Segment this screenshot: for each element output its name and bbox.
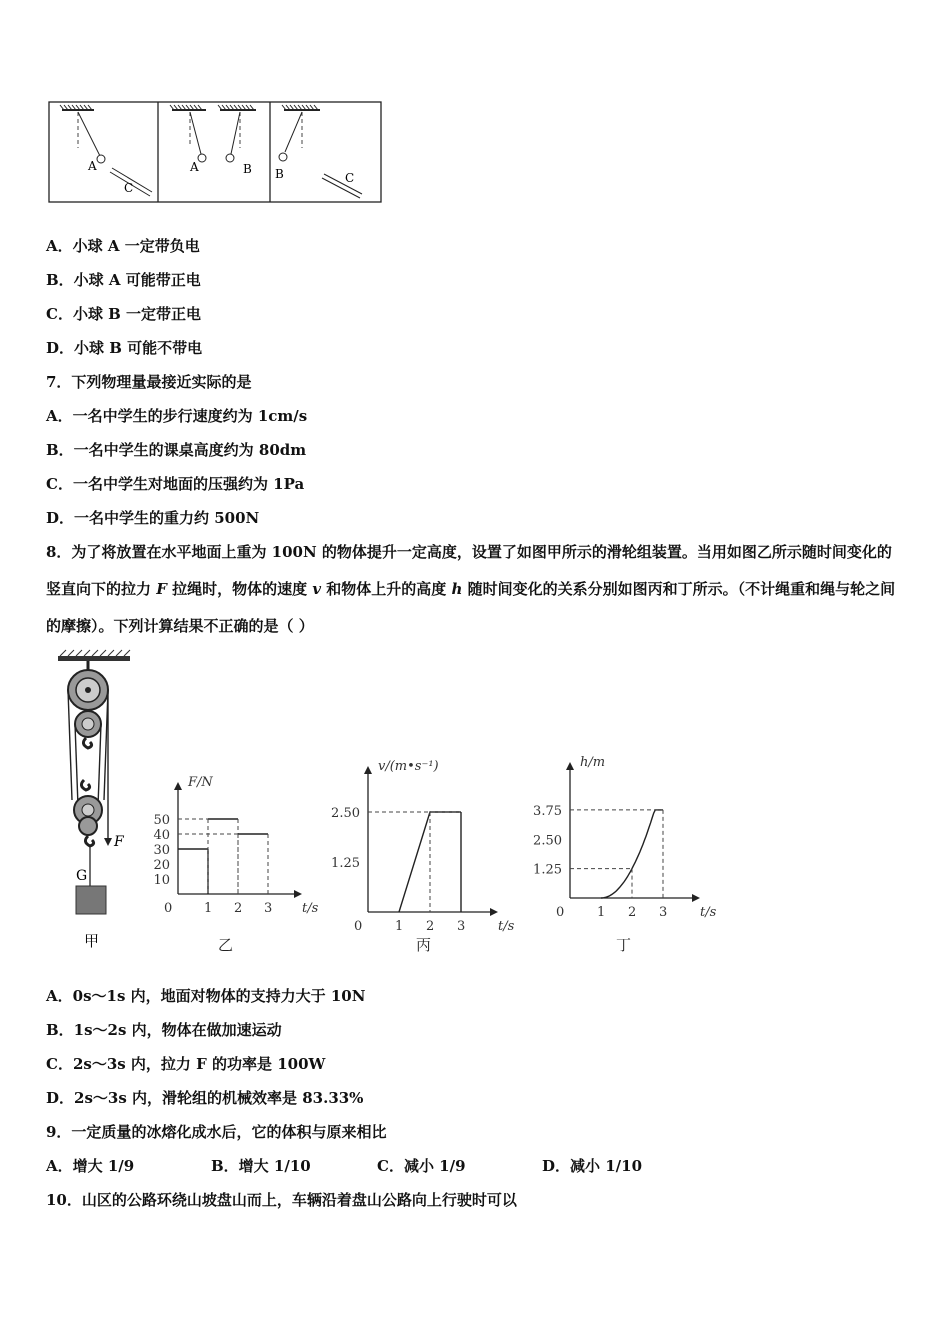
q7-stem: 7．下列物理量最接近实际的是 — [46, 373, 252, 391]
x-tick-label: 3 — [264, 901, 273, 916]
x-tick-label: 3 — [457, 919, 466, 934]
y-tick-label: 10 — [153, 873, 170, 888]
weight-label: G — [76, 868, 88, 884]
caption-jia: 甲 — [84, 932, 100, 950]
chart-caption: 乙 — [218, 936, 234, 954]
q8-option-a: A．0s～1s 内，地面对物体的支持力大于 10N — [46, 987, 366, 1005]
q8-option-d: D．2s～3s 内，滑轮组的机械效率是 83.33% — [46, 1089, 364, 1107]
y-tick-label: 2.50 — [331, 806, 360, 821]
label-C: C — [124, 181, 134, 195]
x-axis-arrow — [294, 890, 302, 898]
q8-var-h: h — [451, 580, 463, 598]
x-tick-label: 1 — [395, 919, 404, 934]
x-tick-label: 1 — [204, 901, 213, 916]
y-tick-label: 30 — [153, 843, 170, 858]
q6-option-d: D．小球 B 可能不带电 — [46, 339, 203, 357]
panel-3 — [275, 105, 362, 198]
q9-option-d: D．减小 1/10 — [542, 1157, 643, 1175]
y-axis-arrow — [566, 762, 574, 770]
label-B: B — [243, 162, 252, 176]
x-tick-label: 3 — [659, 905, 668, 920]
q8-stem-part3: 和物体上升的高度 — [321, 580, 452, 598]
y-tick-label: 3.75 — [533, 803, 562, 819]
q10-stem: 10．山区的公路环绕山坡盘山而上，车辆沿着盘山公路向上行驶时可以 — [46, 1191, 517, 1209]
chart-丁 — [533, 755, 717, 954]
q8-stem-part1: 8．为了将放置在水平地面上重为 100N 的物体提升一定高度，设置了如图甲所示的滑轮组装置。当用如图乙所示随时间变化的竖直向下的拉力 — [46, 543, 892, 598]
pulley-system — [58, 650, 130, 950]
x-tick-label: 1 — [597, 905, 606, 920]
x-tick-label: 2 — [628, 905, 637, 920]
label-B: B — [275, 167, 284, 181]
q9-option-c: C．减小 1/9 — [377, 1157, 466, 1175]
chart-丙 — [331, 759, 515, 954]
chart-caption: 丙 — [416, 936, 432, 954]
label-A: A — [88, 159, 97, 173]
chart-caption: 丁 — [616, 936, 632, 954]
y-tick-label: 50 — [153, 813, 170, 828]
y-tick-label: 2.50 — [533, 833, 562, 849]
x-axis-arrow — [692, 894, 700, 902]
panel-2 — [170, 105, 256, 176]
q8-stem — [46, 534, 906, 645]
x-tick-label: 2 — [234, 901, 243, 916]
q7-option-d: D．一名中学生的重力约 500N — [46, 509, 260, 527]
q7-option-b: B．一名中学生的课桌高度约为 80dm — [46, 441, 307, 459]
q8-figure — [50, 650, 717, 960]
y-axis-label: F/N — [188, 775, 213, 790]
x-axis-label: t/s — [700, 905, 717, 920]
q8-option-b: B．1s～2s 内，物体在做加速运动 — [46, 1021, 282, 1039]
x-tick-label: 2 — [426, 919, 435, 934]
x-axis-arrow — [490, 908, 498, 916]
q9-option-b: B．增大 1/10 — [211, 1157, 311, 1175]
q8-var-f: F — [156, 580, 167, 598]
q8-var-v: v — [312, 580, 322, 598]
force-label: F — [114, 834, 124, 850]
origin-label: 0 — [164, 901, 173, 916]
q9-stem: 9．一定质量的冰熔化成水后，它的体积与原来相比 — [46, 1123, 387, 1141]
origin-label: 0 — [354, 919, 363, 934]
y-axis-arrow — [364, 766, 372, 774]
q6-option-c: C．小球 B 一定带正电 — [46, 305, 202, 323]
y-tick-label: 40 — [153, 828, 170, 843]
y-axis-arrow — [174, 782, 182, 790]
load-block — [76, 886, 106, 914]
x-axis-label: t/s — [498, 919, 515, 934]
q8-stem-part2: 拉绳时，物体的速度 — [166, 580, 313, 598]
q9-option-a: A．增大 1/9 — [46, 1157, 135, 1175]
y-tick-label: 1.25 — [331, 856, 360, 871]
y-axis-label: v/(m•s⁻¹) — [378, 759, 439, 774]
panel-1 — [60, 105, 152, 196]
x-axis-label: t/s — [302, 901, 319, 916]
q6-option-a: A．小球 A 一定带负电 — [46, 237, 200, 255]
label-C: C — [345, 171, 355, 185]
y-tick-label: 1.25 — [533, 862, 562, 878]
q7-option-a: A．一名中学生的步行速度约为 1cm/s — [46, 407, 308, 425]
q8-stem-part4: 随时间变化的关系分别如图丙和丁所示。（不计绳重和绳与轮之间的摩擦）。下列计算结果不正确的是（ ） — [46, 580, 896, 635]
y-tick-label: 20 — [153, 858, 170, 873]
pendulum-figure — [48, 100, 384, 206]
movable-pulley-small — [79, 817, 97, 835]
chart-乙 — [153, 775, 318, 954]
origin-label: 0 — [556, 905, 565, 920]
label-A: A — [190, 160, 199, 174]
q7-option-c: C．一名中学生对地面的压强约为 1Pa — [46, 475, 305, 493]
q8-option-c: C．2s～3s 内，拉力 F 的功率是 100W — [46, 1055, 326, 1073]
q6-option-b: B．小球 A 可能带正电 — [46, 271, 201, 289]
y-axis-label: h/m — [580, 755, 606, 770]
